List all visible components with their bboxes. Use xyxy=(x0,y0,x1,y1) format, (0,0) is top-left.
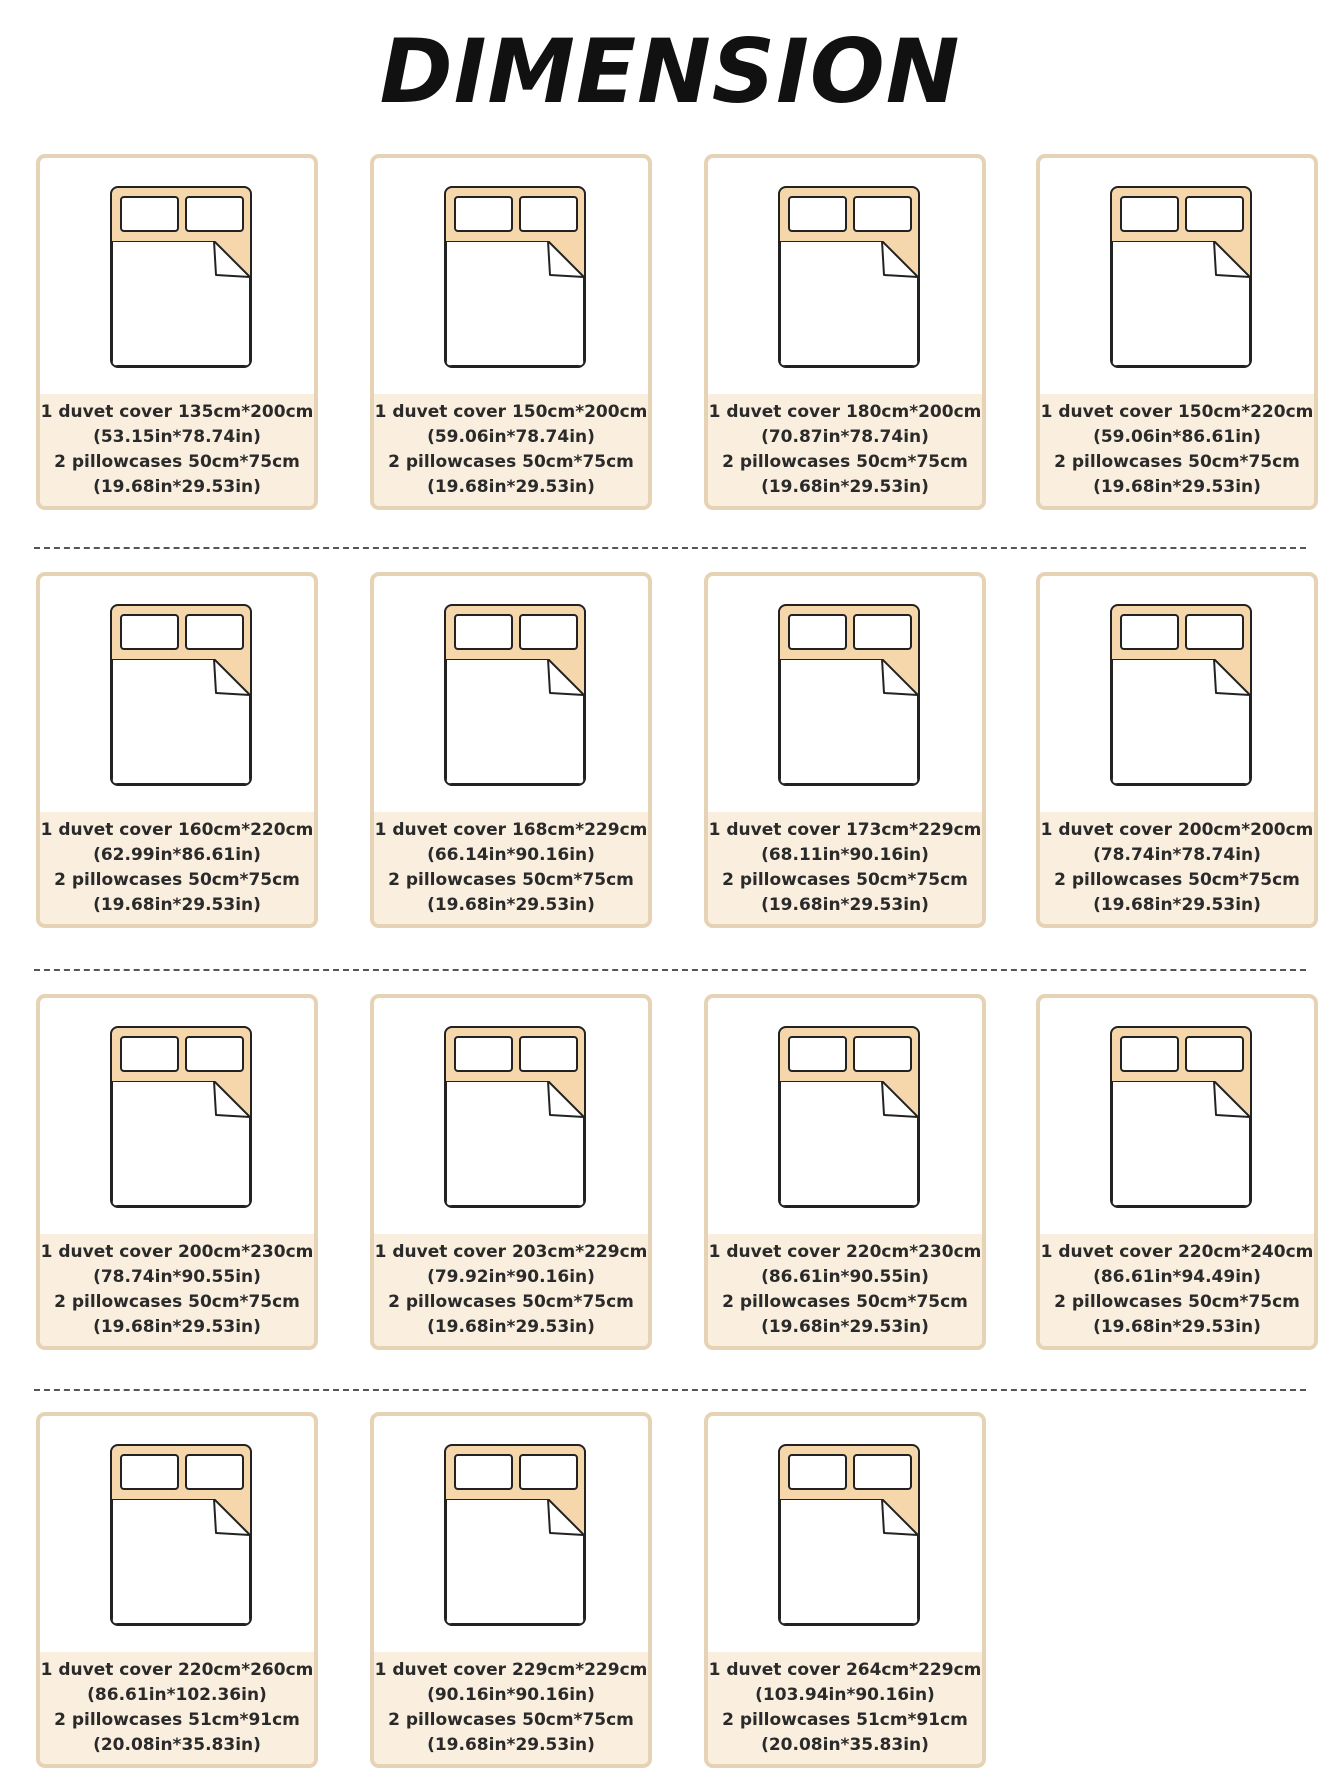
duvet-size-cm: 1 duvet cover 168cm*229cm xyxy=(374,820,648,840)
size-card xyxy=(704,154,986,510)
size-card xyxy=(1036,154,1318,510)
pillow-icon xyxy=(788,1454,847,1490)
duvet-size-in: (59.06in*86.61in) xyxy=(1093,427,1261,447)
size-caption xyxy=(1040,812,1314,924)
duvet-icon xyxy=(780,1081,918,1206)
size-caption xyxy=(708,1652,982,1764)
duvet-size-in: (79.92in*90.16in) xyxy=(427,1267,595,1287)
bed-icon xyxy=(110,1026,252,1208)
pillow-icon xyxy=(185,1454,244,1490)
pillowcase-size-cm: 2 pillowcases 50cm*75cm xyxy=(388,870,634,890)
pillowcase-size-cm: 2 pillowcases 50cm*75cm xyxy=(54,1292,300,1312)
bed-icon xyxy=(1110,604,1252,786)
pillowcase-size-in: (19.68in*29.53in) xyxy=(93,477,261,497)
size-caption xyxy=(1040,394,1314,506)
pillow-icon xyxy=(1185,196,1244,232)
pillow-icon xyxy=(185,1036,244,1072)
size-caption xyxy=(374,1234,648,1346)
size-card xyxy=(370,994,652,1350)
pillow-icon xyxy=(120,1036,179,1072)
bed-icon xyxy=(110,1444,252,1626)
duvet-icon xyxy=(112,1081,250,1206)
size-card xyxy=(370,572,652,928)
pillowcase-size-cm: 2 pillowcases 50cm*75cm xyxy=(722,1292,968,1312)
pillow-icon xyxy=(788,1036,847,1072)
pillowcase-size-in: (19.68in*29.53in) xyxy=(93,1317,261,1337)
size-caption xyxy=(708,1234,982,1346)
size-card xyxy=(1036,572,1318,928)
page-title: DIMENSION xyxy=(379,20,961,123)
size-caption xyxy=(374,812,648,924)
pillowcase-size-cm: 2 pillowcases 51cm*91cm xyxy=(722,1710,968,1730)
pillowcase-size-cm: 2 pillowcases 50cm*75cm xyxy=(54,452,300,472)
duvet-icon xyxy=(446,241,584,366)
size-caption xyxy=(40,1652,314,1764)
duvet-icon xyxy=(780,241,918,366)
pillowcase-size-in: (19.68in*29.53in) xyxy=(93,895,261,915)
duvet-icon xyxy=(780,659,918,784)
row-divider xyxy=(34,1389,1306,1391)
pillowcase-size-in: (20.08in*35.83in) xyxy=(93,1735,261,1755)
bed-icon xyxy=(778,604,920,786)
pillow-icon xyxy=(519,1454,578,1490)
size-caption xyxy=(708,812,982,924)
size-caption xyxy=(40,394,314,506)
pillow-icon xyxy=(1120,1036,1179,1072)
bed-icon xyxy=(444,1444,586,1626)
duvet-size-in: (103.94in*90.16in) xyxy=(755,1685,935,1705)
pillow-icon xyxy=(788,614,847,650)
bed-icon xyxy=(110,186,252,368)
pillowcase-size-in: (19.68in*29.53in) xyxy=(1093,477,1261,497)
pillow-icon xyxy=(185,196,244,232)
duvet-icon xyxy=(1112,241,1250,366)
pillow-icon xyxy=(519,196,578,232)
bed-icon xyxy=(1110,1026,1252,1208)
pillow-icon xyxy=(1185,614,1244,650)
duvet-size-cm: 1 duvet cover 264cm*229cm xyxy=(708,1660,982,1680)
pillow-icon xyxy=(853,1036,912,1072)
pillow-icon xyxy=(185,614,244,650)
duvet-size-in: (53.15in*78.74in) xyxy=(93,427,261,447)
size-card xyxy=(36,1412,318,1768)
pillow-icon xyxy=(1185,1036,1244,1072)
pillowcase-size-cm: 2 pillowcases 50cm*75cm xyxy=(722,870,968,890)
size-card xyxy=(370,154,652,510)
duvet-size-in: (59.06in*78.74in) xyxy=(427,427,595,447)
bed-icon xyxy=(110,604,252,786)
size-caption xyxy=(374,394,648,506)
pillow-icon xyxy=(519,614,578,650)
duvet-size-cm: 1 duvet cover 220cm*240cm xyxy=(1040,1242,1314,1262)
pillowcase-size-in: (19.68in*29.53in) xyxy=(427,477,595,497)
pillow-icon xyxy=(454,614,513,650)
duvet-size-cm: 1 duvet cover 200cm*230cm xyxy=(40,1242,314,1262)
size-card xyxy=(704,994,986,1350)
pillowcase-size-in: (19.68in*29.53in) xyxy=(427,1317,595,1337)
duvet-size-cm: 1 duvet cover 173cm*229cm xyxy=(708,820,982,840)
pillowcase-size-cm: 2 pillowcases 50cm*75cm xyxy=(388,1710,634,1730)
size-card xyxy=(36,154,318,510)
pillowcase-size-in: (19.68in*29.53in) xyxy=(761,1317,929,1337)
duvet-icon xyxy=(112,1499,250,1624)
pillowcase-size-in: (19.68in*29.53in) xyxy=(761,895,929,915)
pillowcase-size-in: (19.68in*29.53in) xyxy=(1093,1317,1261,1337)
size-caption xyxy=(374,1652,648,1764)
pillowcase-size-cm: 2 pillowcases 50cm*75cm xyxy=(1054,1292,1300,1312)
duvet-size-cm: 1 duvet cover 220cm*260cm xyxy=(40,1660,314,1680)
pillowcase-size-cm: 2 pillowcases 50cm*75cm xyxy=(1054,452,1300,472)
pillow-icon xyxy=(454,1454,513,1490)
pillow-icon xyxy=(788,196,847,232)
pillowcase-size-cm: 2 pillowcases 50cm*75cm xyxy=(388,1292,634,1312)
duvet-size-in: (68.11in*90.16in) xyxy=(761,845,929,865)
duvet-size-in: (86.61in*102.36in) xyxy=(87,1685,267,1705)
bed-icon xyxy=(444,186,586,368)
pillow-icon xyxy=(1120,196,1179,232)
duvet-size-cm: 1 duvet cover 135cm*200cm xyxy=(40,402,314,422)
pillow-icon xyxy=(1120,614,1179,650)
bed-icon xyxy=(1110,186,1252,368)
pillowcase-size-in: (19.68in*29.53in) xyxy=(427,1735,595,1755)
duvet-icon xyxy=(1112,659,1250,784)
size-caption xyxy=(1040,1234,1314,1346)
pillowcase-size-cm: 2 pillowcases 50cm*75cm xyxy=(1054,870,1300,890)
pillow-icon xyxy=(120,196,179,232)
pillowcase-size-in: (20.08in*35.83in) xyxy=(761,1735,929,1755)
pillowcase-size-in: (19.68in*29.53in) xyxy=(1093,895,1261,915)
duvet-icon xyxy=(780,1499,918,1624)
row-divider xyxy=(34,547,1306,549)
duvet-size-in: (62.99in*86.61in) xyxy=(93,845,261,865)
pillowcase-size-cm: 2 pillowcases 50cm*75cm xyxy=(722,452,968,472)
duvet-size-cm: 1 duvet cover 203cm*229cm xyxy=(374,1242,648,1262)
duvet-icon xyxy=(112,241,250,366)
duvet-size-cm: 1 duvet cover 150cm*200cm xyxy=(374,402,648,422)
duvet-size-in: (66.14in*90.16in) xyxy=(427,845,595,865)
duvet-icon xyxy=(112,659,250,784)
size-card xyxy=(36,572,318,928)
duvet-size-in: (90.16in*90.16in) xyxy=(427,1685,595,1705)
pillow-icon xyxy=(853,1454,912,1490)
bed-icon xyxy=(778,186,920,368)
duvet-size-cm: 1 duvet cover 200cm*200cm xyxy=(1040,820,1314,840)
pillow-icon xyxy=(519,1036,578,1072)
size-card xyxy=(370,1412,652,1768)
pillowcase-size-in: (19.68in*29.53in) xyxy=(761,477,929,497)
duvet-icon xyxy=(446,659,584,784)
duvet-size-cm: 1 duvet cover 150cm*220cm xyxy=(1040,402,1314,422)
row-divider xyxy=(34,969,1306,971)
pillowcase-size-cm: 2 pillowcases 51cm*91cm xyxy=(54,1710,300,1730)
pillow-icon xyxy=(454,1036,513,1072)
pillowcase-size-cm: 2 pillowcases 50cm*75cm xyxy=(388,452,634,472)
duvet-size-cm: 1 duvet cover 160cm*220cm xyxy=(40,820,314,840)
size-card xyxy=(704,1412,986,1768)
pillow-icon xyxy=(853,614,912,650)
duvet-size-in: (70.87in*78.74in) xyxy=(761,427,929,447)
duvet-size-in: (86.61in*90.55in) xyxy=(761,1267,929,1287)
bed-icon xyxy=(778,1444,920,1626)
duvet-icon xyxy=(446,1081,584,1206)
duvet-size-cm: 1 duvet cover 220cm*230cm xyxy=(708,1242,982,1262)
bed-icon xyxy=(444,1026,586,1208)
bed-icon xyxy=(778,1026,920,1208)
pillow-icon xyxy=(853,196,912,232)
pillow-icon xyxy=(120,614,179,650)
duvet-icon xyxy=(1112,1081,1250,1206)
duvet-icon xyxy=(446,1499,584,1624)
size-card xyxy=(36,994,318,1350)
duvet-size-in: (86.61in*94.49in) xyxy=(1093,1267,1261,1287)
bed-icon xyxy=(444,604,586,786)
size-caption xyxy=(708,394,982,506)
duvet-size-cm: 1 duvet cover 229cm*229cm xyxy=(374,1660,648,1680)
duvet-size-in: (78.74in*90.55in) xyxy=(93,1267,261,1287)
size-card xyxy=(1036,994,1318,1350)
size-caption xyxy=(40,812,314,924)
pillowcase-size-cm: 2 pillowcases 50cm*75cm xyxy=(54,870,300,890)
size-card xyxy=(704,572,986,928)
pillow-icon xyxy=(120,1454,179,1490)
duvet-size-cm: 1 duvet cover 180cm*200cm xyxy=(708,402,982,422)
pillow-icon xyxy=(454,196,513,232)
duvet-size-in: (78.74in*78.74in) xyxy=(1093,845,1261,865)
size-caption xyxy=(40,1234,314,1346)
pillowcase-size-in: (19.68in*29.53in) xyxy=(427,895,595,915)
